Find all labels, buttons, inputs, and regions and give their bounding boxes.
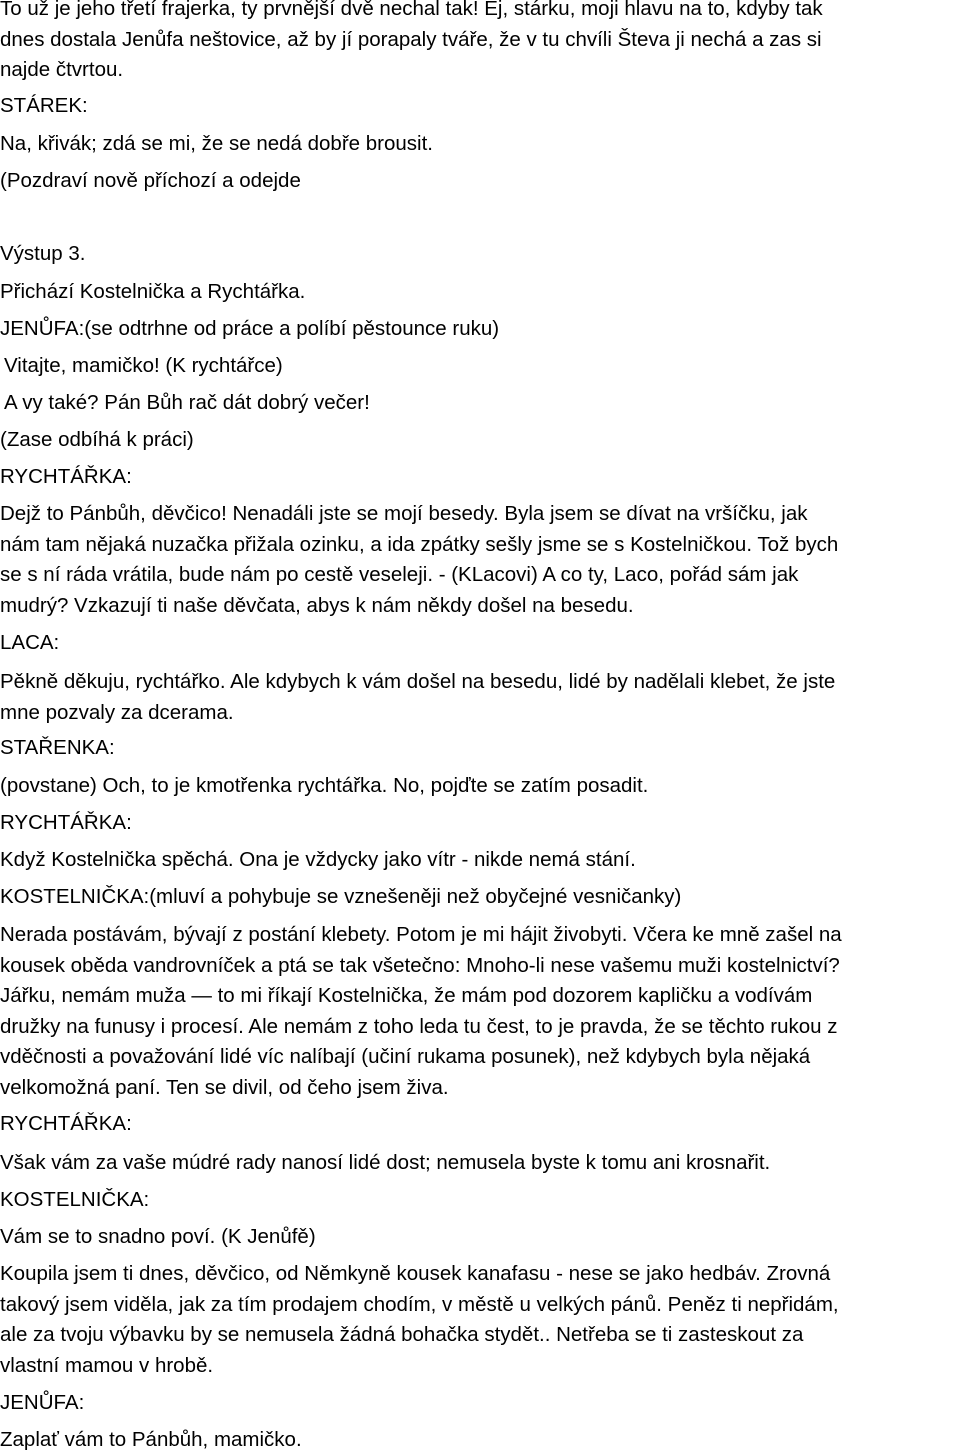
speech-text	[0, 499, 838, 621]
speaker-label: RYCHTÁŘKA:	[0, 465, 132, 488]
speech-text: Zaplať vám to Pánbůh, mamičko.	[0, 1428, 302, 1451]
speaker-label: STÁREK:	[0, 94, 88, 117]
scene-heading: Výstup 3.	[0, 242, 86, 265]
stage-direction: (Zase odbíhá k práci)	[0, 428, 194, 451]
speaker-label: RYCHTÁŘKA:	[0, 1112, 132, 1135]
speech-text: Však vám za vaše múdré rady nanosí lidé dost; nemusela byste k tomu ani krosnařit.	[0, 1151, 771, 1174]
text-line: družky na funusy i procesí. Ale nemám z toho leda tu čest, to je pravda, že se těchto rukou z	[0, 1014, 838, 1038]
text-line: nám tam nějaká nuzačka přižala ozinku, a ida zpátky sešly jsme se s Kostelničkou. Tož bych	[0, 532, 839, 556]
stage-direction: (Pozdraví nově příchozí a odejde	[0, 169, 301, 192]
text-line: Koupila jsem ti dnes, děvčico, od Němkyně kousek kanafasu - nese se jako hedbáv. Zrovná	[0, 1262, 831, 1285]
speaker-label: STAŘENKA:	[0, 736, 115, 759]
text-line: Nerada postávám, bývají z postání klebety. Potom je mi hájit živobyti. Včera ke mně zašel na	[0, 923, 842, 946]
text-line: To už je jeho třetí frajerka, ty prvnější dvě nechal tak! Ej, stárku, moji hlavu na to, kdyby tak	[0, 0, 823, 20]
text-line: Pěkně děkuju, rychtářko. Ale kdybych k vám došel na besedu, lidé by nadělali klebet, že jste	[0, 670, 836, 693]
text-line: mudrý? Vzkazují ti naše děvčata, abys k nám někdy došel na besedu.	[0, 593, 634, 617]
text-line: Dejž to Pánbůh, děvčico! Nenadáli jste se mojí besedy. Byla jsem se dívat na vršíčku, jak	[0, 502, 808, 525]
speaker-label: LACA:	[0, 631, 60, 654]
speech-text: Na, křivák; zdá se mi, že se nedá dobře brousit.	[0, 132, 433, 155]
speech-text: Když Kostelnička spěchá. Ona je vždycky jako vítr - nikde nemá stání.	[0, 848, 636, 871]
text-line: dnes dostala Jenůfa neštovice, až by jí porapaly tváře, že v tu chvíli Števa ji nechá a zas si	[0, 27, 822, 51]
speech-text	[0, 920, 842, 1103]
speech-text	[0, 0, 823, 86]
text-line: velkomožná paní. Ten se divil, od čeho jsem živa.	[0, 1075, 449, 1099]
speech-text: (povstane) Och, to je kmotřenka rychtářka. No, pojďte se zatím posadit.	[0, 774, 649, 797]
speaker-label: KOSTELNIČKA:	[0, 1188, 150, 1211]
text-line: kousek oběda vandrovníček a ptá se tak všetečno: Mnoho-li nese vašemu muži kostelnictví?	[0, 953, 840, 977]
speech-text	[0, 1259, 839, 1381]
text-line: mne pozvaly za dcerama.	[0, 700, 234, 724]
text-line: se s ní ráda vrátila, bude nám po cestě veseleji. - (KLacovi) A co ty, Laco, pořád sám jak	[0, 563, 799, 586]
speaker-label: JENŮFA:	[0, 1391, 85, 1414]
text-line: najde čtvrtou.	[0, 58, 124, 81]
text-line: Jářku, nemám muža — to mi říkají Kostelnička, že mám pod dozorem kapličku a vodívám	[0, 984, 813, 1007]
text-line: vděčnosti a považování lidé víc nalíbají (učiní rukama posunek), než kdybych byla nějaká	[0, 1045, 811, 1068]
speaker-label: KOSTELNIČKA:(mluví a pohybuje se vznešeněji než obyčejné vesničanky)	[0, 885, 682, 908]
speech-text: Vitajte, mamičko! (K rychtářce)	[4, 354, 283, 377]
text-line: takový jsem viděla, jak za tím prodajem chodím, v městě u velkých pánů. Peněz ti nepřidám,	[0, 1292, 839, 1316]
speech-text: A vy také? Pán Bůh rač dát dobrý večer!	[4, 391, 370, 414]
speech-text	[0, 667, 835, 728]
speaker-label: JENŮFA:(se odtrhne od práce a políbí pěstounce ruku)	[0, 317, 500, 340]
stage-direction: Přichází Kostelnička a Rychtářka.	[0, 280, 306, 303]
text-line: vlastní mamou v hrobě.	[0, 1353, 214, 1377]
text-line: ale za tvoju výbavku by se nemusela žádná bohačka stydět.. Netřeba se ti zasteskout za	[0, 1323, 804, 1346]
speech-text: Vám se to snadno poví. (K Jenůfě)	[0, 1225, 316, 1248]
speaker-label: RYCHTÁŘKA:	[0, 811, 132, 834]
